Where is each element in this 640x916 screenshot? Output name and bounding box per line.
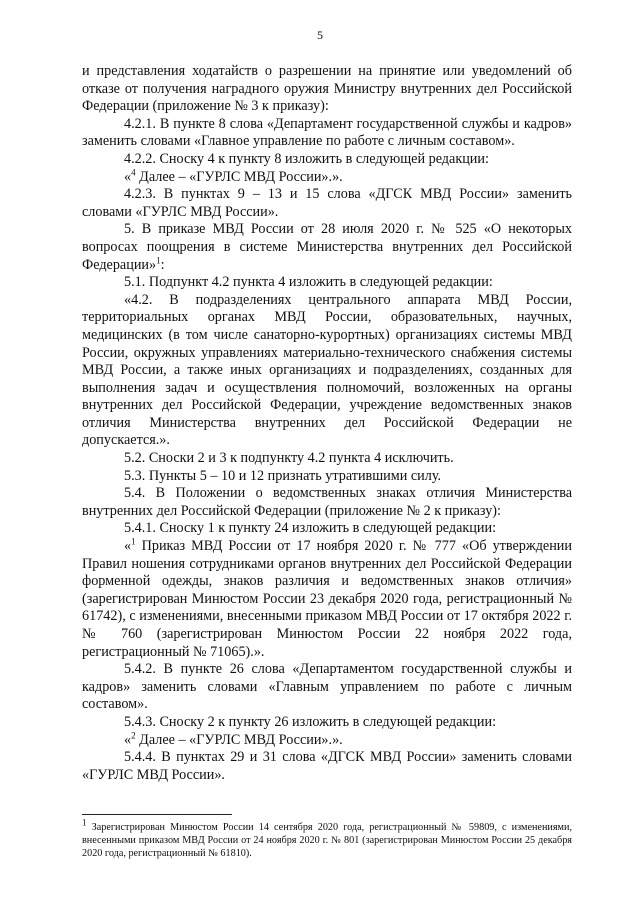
- paragraph: 5.4.2. В пункте 26 слова «Департаментом государственной службы и кадров» заменить словами «Главным управлением по работе с личным составом».: [82, 661, 572, 713]
- paragraph: 4.2.2. Сноску 4 к пункту 8 изложить в следующей редакции:: [124, 150, 489, 167]
- document-body: [82, 63, 572, 784]
- paragraph: «$^4$ Далее – «ГУРЛС МВД России».».: [124, 166, 343, 185]
- paragraph: 4.2.1. В пункте 8 слова «Департамент государственной службы и кадров» заменить словами «Главное управление по работе с личным составом».: [82, 115, 572, 150]
- paragraph: 5.4.1. Сноску 1 к пункту 24 изложить в следующей редакции:: [124, 520, 497, 537]
- paragraph: 4.2.3. В пунктах 9 – 13 и 15 слова «ДГСК МВД России» заменить словами «ГУРЛС МВД России».: [82, 186, 572, 220]
- page-number: 5: [317, 28, 323, 42]
- footnotes: [82, 817, 572, 860]
- paragraph: «$^2$ Далее – «ГУРЛС МВД России».».: [124, 729, 343, 748]
- footnote-divider: [82, 814, 232, 815]
- paragraph: «4.2. В подразделениях центрального аппарата МВД России, территориальных органах МВД России, образовательных, научных, медицинских (в том числе санаторно-курортных) организациях системы МВД России, окружных управлениях материально-технического снабжения системы МВД России, а также иных организациях и подразделениях, созданных для выполнения задач и осуществления полномочий, возложенных на органы внутренних дел Российской Федерации, учреждение ведомственных знаков отличия Министерства внутренних дел Российской Федерации не допускается.».: [82, 291, 572, 449]
- footnote: $^1$ Зарегистрирован Минюстом России 14 сентября 2020 года, регистрационный № 59809, с изменениями, внесенными приказом МВД России от 24 ноября 2020 г. № 801 (зарегистрирован Минюстом России 25 декабря 2020 года, регистрационный № 61810).: [82, 817, 572, 859]
- paragraph: и представления ходатайств о разрешении на принятие или уведомлений об отказе от получения наградного оружия Министру внутренних дел Российской Федерации (приложение № 3 к приказу):: [82, 63, 572, 115]
- paragraph: 5.2. Сноски 2 и 3 к подпункту 4.2 пункта 4 исключить.: [124, 450, 454, 467]
- paragraph: 5.1. Подпункт 4.2 пункта 4 изложить в следующей редакции:: [124, 274, 493, 291]
- paragraph: 5.4. В Положении о ведомственных знаках отличия Министерства внутренних дел Российской Федерации (приложение № 2 к приказу):: [82, 485, 572, 519]
- paragraph: 5. В приказе МВД России от 28 июля 2020 г. № 525 «О некоторых вопросах поощрения в системе Министерства внутренних дел Российской Федерации»$^1$:: [82, 221, 572, 273]
- paragraph: 5.3. Пункты 5 – 10 и 12 признать утратившими силу.: [124, 467, 442, 484]
- paragraph: 5.4.4. В пунктах 29 и 31 слова «ДГСК МВД России» заменить словами «ГУРЛС МВД России».: [82, 749, 572, 783]
- paragraph: 5.4.3. Сноску 2 к пункту 26 изложить в следующей редакции:: [124, 713, 497, 730]
- paragraph: «$^1$ Приказ МВД России от 17 ноября 2020 г. № 777 «Об утверждении Правил ношения сотрудниками органов внутренних дел Российской Федерации форменной одежды, знаков различия и ведомственных знаков отличия» (зарегистрирован Минюстом России 23 декабря 2020 года, регистрационный № 61742), с изменениями, внесенными приказом МВД России от 17 октября 2022 г. № 760 (зарегистрирован Минюстом России 22 ноября 2022 года, регистрационный № 71065).».: [82, 536, 572, 660]
